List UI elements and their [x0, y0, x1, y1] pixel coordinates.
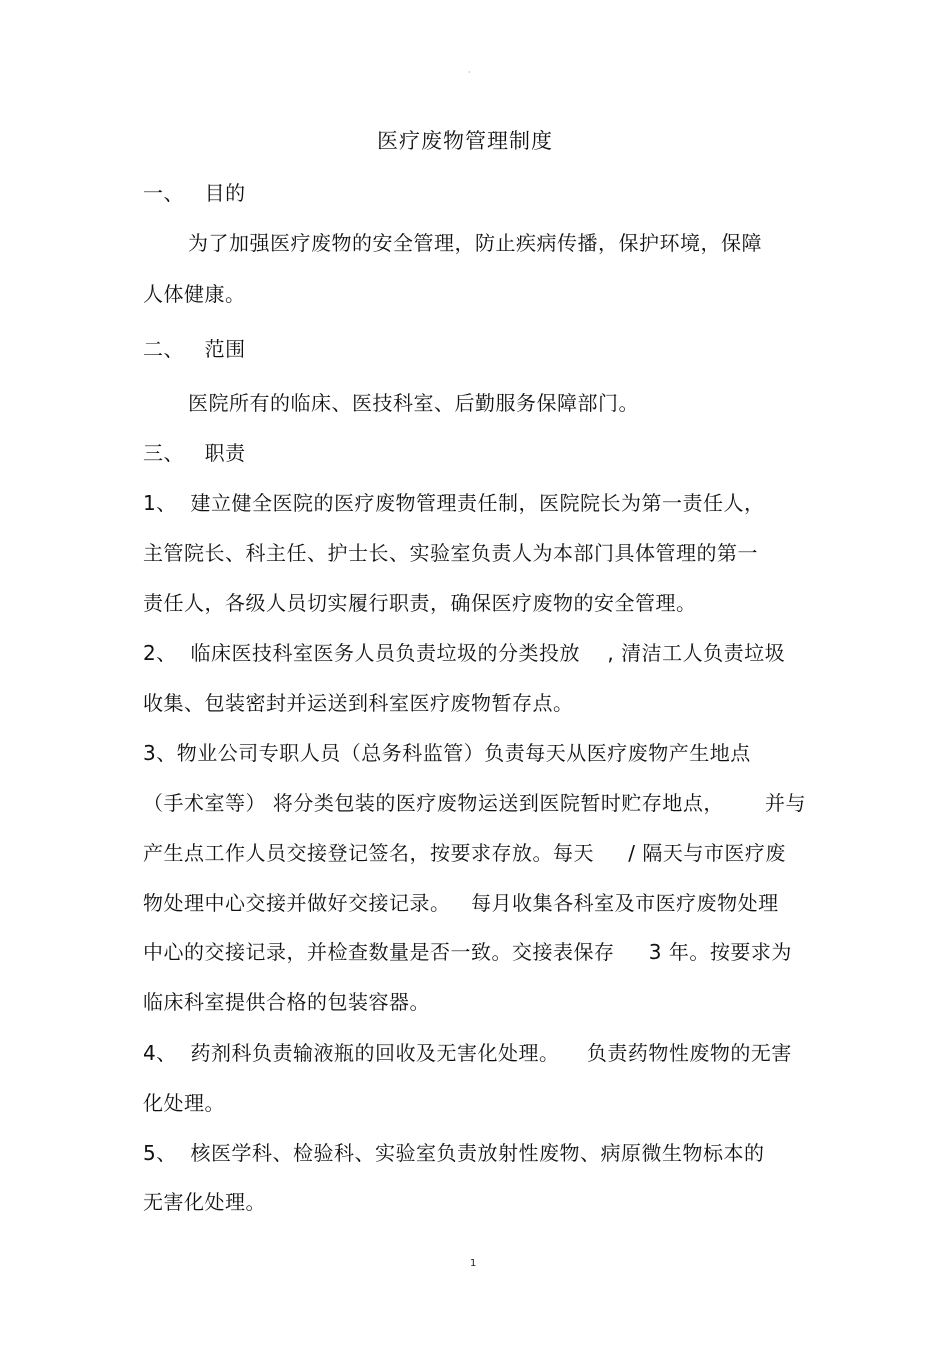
section-2-heading: 二、 范围	[143, 337, 246, 361]
section-1-heading: 一、 目的	[143, 181, 246, 205]
item-5-line-2: 无害化处理。	[143, 1190, 266, 1214]
item-1-line-1: 1、 建立健全医院的医疗废物管理责任制，医院院长为第一责任人，	[143, 491, 765, 515]
item-4-line-1: 4、 药剂科负责输液瓶的回收及无害化处理。 负责药物性废物的无害	[143, 1041, 792, 1065]
item-3-line-4: 物处理中心交接并做好交接记录。 每月收集各科室及市医疗废物处理	[143, 891, 779, 915]
item-3-line-3: 产生点工作人员交接登记签名，按要求存放。每天 / 隔天与市医疗废	[143, 841, 786, 865]
item-1-line-3: 责任人，各级人员切实履行职责，确保医疗废物的安全管理。	[143, 591, 697, 615]
item-5-line-1: 5、 核医学科、检验科、实验室负责放射性废物、病原微生物标本的	[143, 1141, 765, 1165]
item-3-line-6: 临床科室提供合格的包装容器。	[143, 990, 430, 1014]
item-2-line-1: 2、 临床医技科室医务人员负责垃圾的分类投放 , 清洁工人负责垃圾	[143, 641, 786, 665]
section-2-body: 医院所有的临床、医技科室、后勤服务保障部门。	[188, 391, 639, 415]
item-3-line-2: （手术室等） 将分类包装的医疗废物运送到医院暂时贮存地点， 并与	[143, 791, 807, 815]
section-1-body-line-2: 人体健康。	[143, 282, 246, 306]
section-1-body-line-1: 为了加强医疗废物的安全管理，防止疾病传播，保护环境，保障	[188, 231, 762, 255]
item-1-line-2: 主管院长、科主任、护士长、实验室负责人为本部门具体管理的第一	[143, 541, 758, 565]
item-2-line-2: 收集、包装密封并运送到科室医疗废物暂存点。	[143, 691, 574, 715]
section-3-heading: 三、 职责	[143, 441, 246, 465]
item-4-line-2: 化处理。	[143, 1091, 225, 1115]
item-3-line-1: 3、物业公司专职人员（总务科监管）负责每天从医疗废物产生地点	[143, 741, 751, 765]
page-number: 1	[470, 1258, 477, 1269]
header-mark: ·	[468, 68, 471, 77]
item-3-line-5: 中心的交接记录，并检查数量是否一致。交接表保存 3 年。按要求为	[143, 940, 792, 964]
document-title: 医疗废物管理制度	[377, 129, 553, 153]
